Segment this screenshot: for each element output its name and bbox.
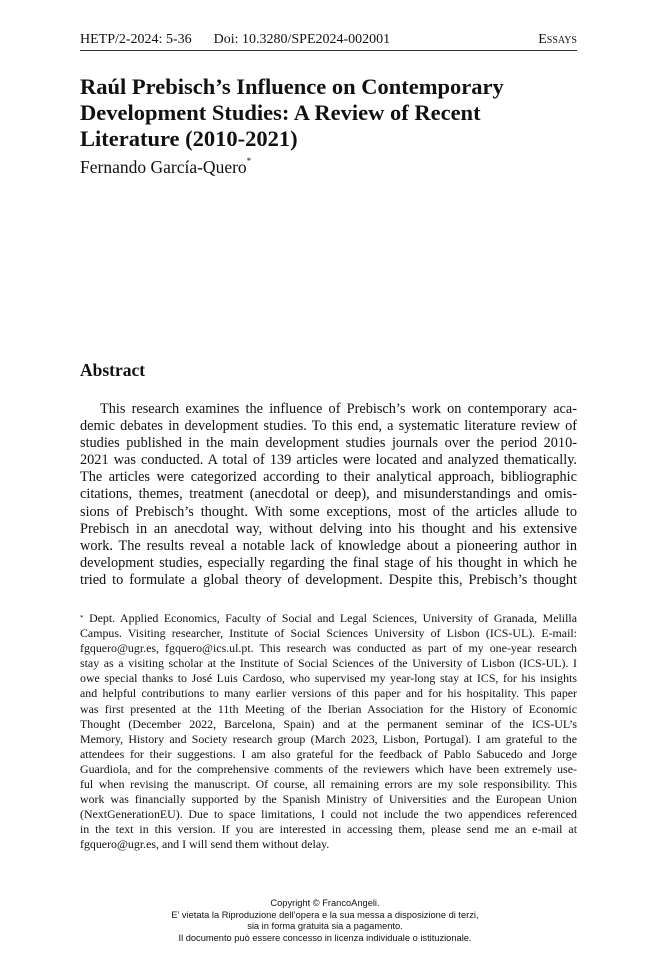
footnote-line: Thought (December 2022, Barcelona, Spain) and at the permanent seminar of the ICS-UL’s	[80, 716, 577, 731]
footnote-line: in the text in this version. If you are interested in accessing them, please send me an e-mail at	[80, 822, 577, 837]
abstract-line: work. The results reveal a notable lack of knowledge about a pioneering author in	[80, 537, 577, 554]
abstract-heading: Abstract	[80, 360, 146, 380]
abstract-line: The articles were categorized according to their analytical approach, bibliographic	[80, 469, 577, 486]
abstract-line: This research examines the influence of Prebisch’s work on contemporary aca-	[100, 401, 577, 417]
footnote-line: Memory, History and Society research group (March 2023, Lisbon, Portugal). I am grateful to the	[80, 731, 577, 746]
author-footnote-mark: *	[246, 156, 252, 166]
footnote-line: Campus. Visiting researcher, Institute of Social Sciences University of Lisbon (ICS-UL). E-mail:	[80, 626, 577, 641]
abstract-line: sions of Prebisch’s thought. With some exceptions, most of the articles allude to	[80, 503, 577, 520]
abstract-line: demic debates in development studies. To this end, a systematic literature review of	[80, 418, 577, 435]
footnote-line: * Dept. Applied Economics, Faculty of Social and Legal Sciences, University of Granada, Melilla	[80, 611, 577, 625]
footnote-line: (NextGenerationEU). Due to space limitations, I could not include the two appendices referenced	[80, 807, 577, 822]
doi: Doi: 10.3280/SPE2024-002001	[213, 32, 391, 47]
header-rule	[80, 50, 577, 51]
author-line	[80, 157, 251, 178]
footnote-line: was first presented at the 11th Meeting of the Iberian Association for the History of Economic	[80, 701, 577, 716]
author-name: Fernando García-Quero	[80, 157, 247, 177]
copyright-line: sia in forma gratuita sia a pagamento.	[247, 921, 403, 931]
copyright-line: Il documento può essere concesso in licenza individuale o istituzionale.	[178, 932, 472, 943]
title-line: Literature (2010-2021)	[80, 126, 298, 151]
running-head	[80, 30, 577, 48]
footnote-line: owe special thanks to José Luis Cardoso, who supervised my year-long stay at ICS, for his insights	[80, 671, 577, 686]
abstract-body	[80, 401, 577, 589]
abstract-line: 2021 was conducted. A total of 139 articles were located and analyzed thematically.	[80, 452, 577, 469]
footnote-line: attendees for their suggestions. I am also grateful for the feedback of Pablo Sabucedo and Jorge	[80, 746, 577, 761]
title-line: Development Studies: A Review of Recent	[80, 100, 481, 125]
footnote-line: ful when revising the manuscript. Of course, all remaining errors are my sole responsibility. This	[80, 777, 577, 792]
article-title	[80, 74, 580, 152]
footnote-line: work was financially supported by the Spanish Ministry of Universities and the European Union	[80, 792, 577, 807]
footnote-line: fgquero@ugr.es, fgquero@ics.ul.pt. This research was conducted as part of my one-year research	[80, 641, 577, 656]
copyright-notice	[0, 898, 650, 944]
footnote-line: and helpful contributions to many earlier versions of this paper and for his hospitality. This paper	[80, 686, 577, 701]
abstract-line: studies published in the main development studies journals over the period 2010-	[80, 435, 577, 452]
footnote-mark: *	[80, 614, 84, 622]
abstract-line: development studies, especially regarding the final stage of his thought in which he	[80, 554, 577, 571]
abstract-line: Prebisch in an anecdotal way, without delving into his thought and his extensive	[80, 520, 577, 537]
footnote-line: fgquero@ugr.es, and I will send them without delay.	[80, 837, 330, 852]
title-line: Raúl Prebisch’s Influence on Contemporary	[80, 74, 504, 99]
copyright-line: Copyright © FrancoAngeli.	[270, 898, 380, 908]
author-footnote	[80, 611, 577, 853]
footnote-line: stay as a visiting scholar at the Institute of Social Sciences of the University of Lisbon (ICS-UL). I	[80, 656, 577, 671]
journal-reference: HETP/2-2024: 5-36	[80, 32, 192, 47]
section-label: Essays	[538, 32, 577, 47]
footnote-line: Guardiola, and for the comprehensive comments of the reviewers which have been extremely use-	[80, 761, 577, 776]
abstract-line: tried to formulate a global theory of development. Despite this, Prebisch’s thought	[80, 571, 577, 588]
abstract-line: citations, themes, treatment (anecdotal or deep), and misunderstandings and omis-	[80, 486, 577, 503]
copyright-line: E’ vietata la Riproduzione dell’opera e la sua messa a disposizione di terzi,	[171, 909, 479, 920]
